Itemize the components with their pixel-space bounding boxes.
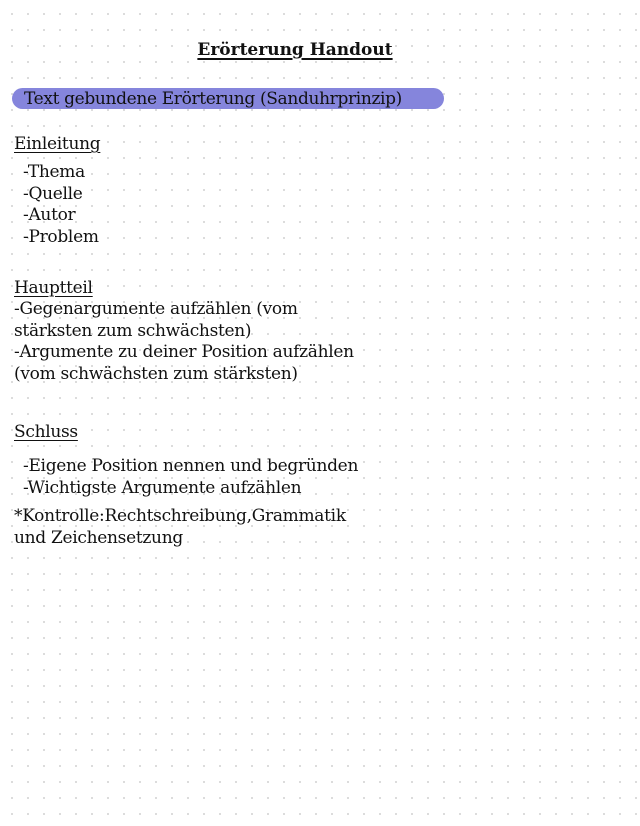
schluss-list [14,456,358,499]
einleitung-heading-text: Einleitung [14,134,101,154]
list-item: -Autor [23,205,76,225]
list-item: -Problem [23,226,99,247]
hauptteil-heading-text: Hauptteil [14,278,93,298]
text-line: und Zeichensetzung [14,527,183,548]
highlighted-subtitle: Text gebundene Erörterung (Sanduhrprinzip) [12,88,444,109]
list-item: -Eigene Position nennen und begründen [23,456,359,476]
einleitung-heading [14,134,100,156]
schluss-heading-text: Schluss [14,422,78,442]
text-line: stärksten zum schwächsten) [14,320,252,341]
einleitung-list [14,162,99,248]
text-line: *Kontrolle:Rechtschreibung,Grammatik [14,506,346,526]
list-item: -Wichtigste Argumente aufzählen [23,477,302,498]
schluss-heading [14,422,78,444]
hauptteil-text [14,299,354,385]
text-line: -Argumente zu deiner Position aufzählen [14,342,354,362]
kontrolle-note [14,506,346,549]
list-item: -Quelle [23,183,83,204]
hauptteil-heading [14,278,93,300]
text-line: (vom schwächsten zum stärksten) [14,363,298,384]
text-line: -Gegenargumente aufzählen (vom [14,299,298,319]
page-title: Erörterung Handout [197,40,393,60]
list-item: -Thema [23,162,85,182]
